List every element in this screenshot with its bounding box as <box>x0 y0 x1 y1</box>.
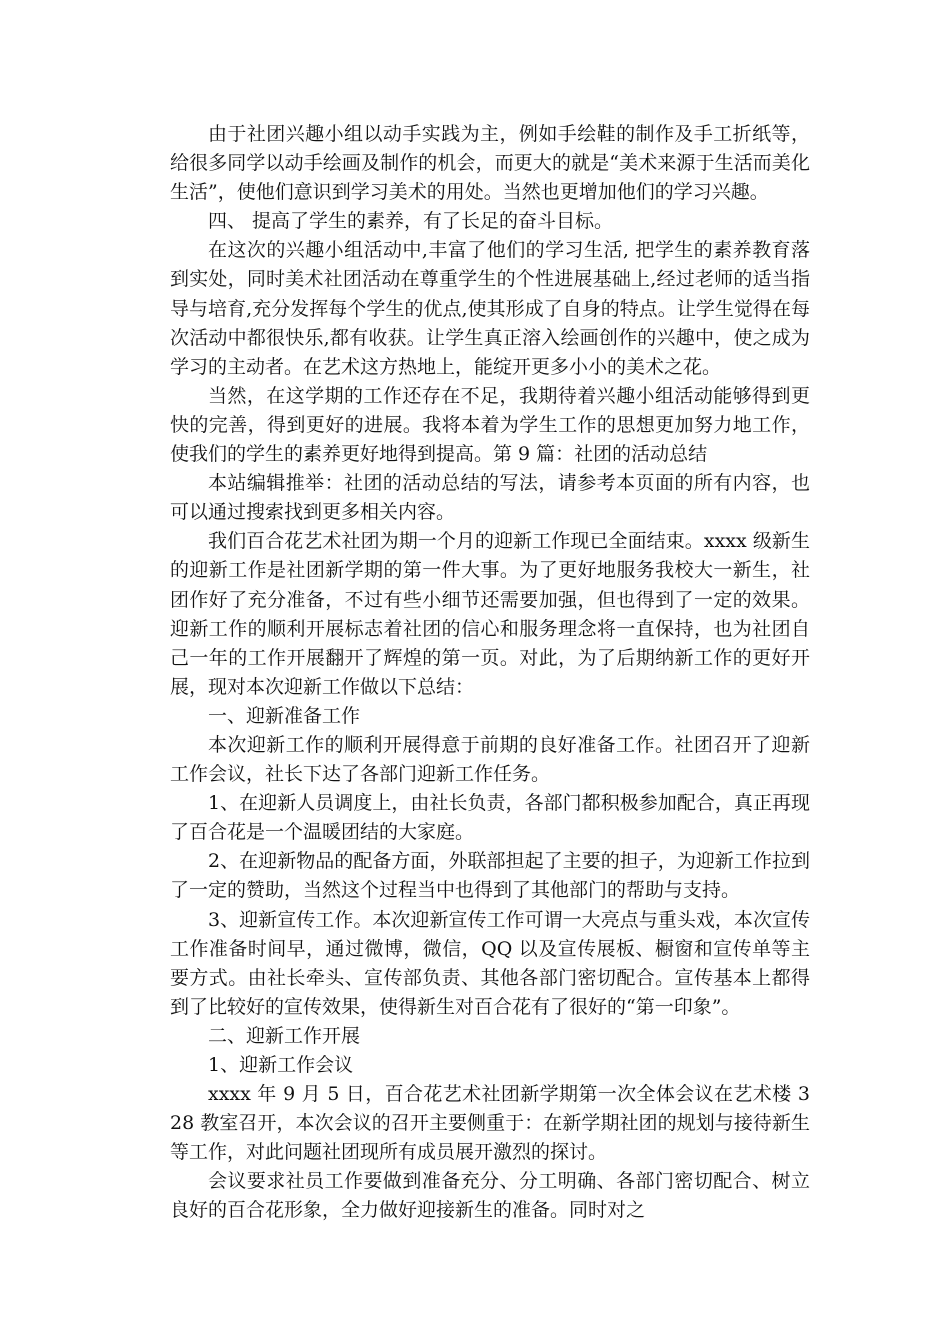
paragraph-welcome-work-summary: 我们百合花艺术社团为期一个月的迎新工作现已全面结束。xxxx 级新生的迎新工作是社团新学期的第一件大事。为了更好地服务我校大一新生，社团作好了充分准备，不过有些小细节还需要加强，但也得到了一定的效果。迎新工作的顺利开展标志着社团的信心和服务理念将一直保持，也为社团自己一年的工作开展翻开了辉煌的第一页。对此，为了后期纳新工作的更好开展，现对本次迎新工作做以下总结： <box>170 530 810 698</box>
subheading-welcome-meeting: 1、迎新工作会议 <box>208 1054 354 1076</box>
list-item-publicity: 3、迎新宣传工作。本次迎新宣传工作可谓一大亮点与重头戏，本次宣传工作准备时间早，通过微博，微信，QQ 以及宣传展板、橱窗和宣传单等主要方式。由社长牵头、宣传部负责、其他各部门密切配合。宣传基本上都得到了比较好的宣传效果，使得新生对百合花有了很好的“第一印象”。 <box>170 908 810 1018</box>
paragraph-activity-enrichment: 在这次的兴趣小组活动中,丰富了他们的学习生活, 把学生的素养教育落到实处，同时美术社团活动在尊重学生的个性进展基础上,经过老师的适当指导与培育,充分发挥每个学生的优点,使其形成了自身的特点。让学生觉得在每次活动中都很快乐,都有收获。让学生真正溶入绘画创作的兴趣中，使之成为学习的主动者。在艺术这方热地上，能绽开更多小小的美术之花。 <box>170 239 810 378</box>
list-item-staffing: 1、在迎新人员调度上，由社长负责，各部门都积极参加配合，真正再现了百合花是一个温暖团结的大家庭。 <box>170 792 810 844</box>
paragraph-meeting-details: xxxx 年 9 月 5 日，百合花艺术社团新学期第一次全体会议在艺术楼 328 教室召开，本次会议的召开主要侧重于：在新学期社团的规划与接待新生等工作，对此问题社团现所有成员展开激烈的探讨。 <box>170 1083 810 1164</box>
paragraph-meeting-requirements: 会议要求社员工作要做到准备充分、分工明确、各部门密切配合、树立良好的百合花形象，全力做好迎接新生的准备。同时对之 <box>170 1170 810 1222</box>
heading-welcome-execution: 二、迎新工作开展 <box>208 1024 361 1047</box>
heading-section-four: 四、 提高了学生的素养，有了长足的奋斗目标。 <box>208 210 614 233</box>
list-item-supplies: 2、在迎新物品的配备方面，外联部担起了主要的担子，为迎新工作拉到了一定的赞助，当然这个过程当中也得到了其他部门的帮助与支持。 <box>170 850 810 902</box>
document-body <box>170 120 810 1226</box>
paragraph-shortcomings: 当然，在这学期的工作还存在不足，我期待着兴趣小组活动能够得到更快的完善，得到更好的进展。我将本着为学生工作的思想更加努力地工作，使我们的学生的素养更好地得到提高。第 9 篇：社团的活动总结 <box>170 384 810 466</box>
paragraph-preparation-meeting: 本次迎新工作的顺利开展得意于前期的良好准备工作。社团召开了迎新工作会议，社长下达了各部门迎新工作任务。 <box>170 733 810 786</box>
paragraph-editor-recommendation: 本站编辑推举：社团的活动总结的写法，请参考本页面的所有内容，也可以通过搜索找到更多相关内容。 <box>170 472 810 524</box>
paragraph-interest-group-practice: 由于社团兴趣小组以动手实践为主，例如手绘鞋的制作及手工折纸等，给很多同学以动手绘画及制作的机会，而更大的就是“美术来源于生活而美化生活”，使他们意识到学习美术的用处。当然也更增加他们的学习兴趣。 <box>170 123 810 204</box>
heading-preparation: 一、迎新准备工作 <box>208 704 361 727</box>
